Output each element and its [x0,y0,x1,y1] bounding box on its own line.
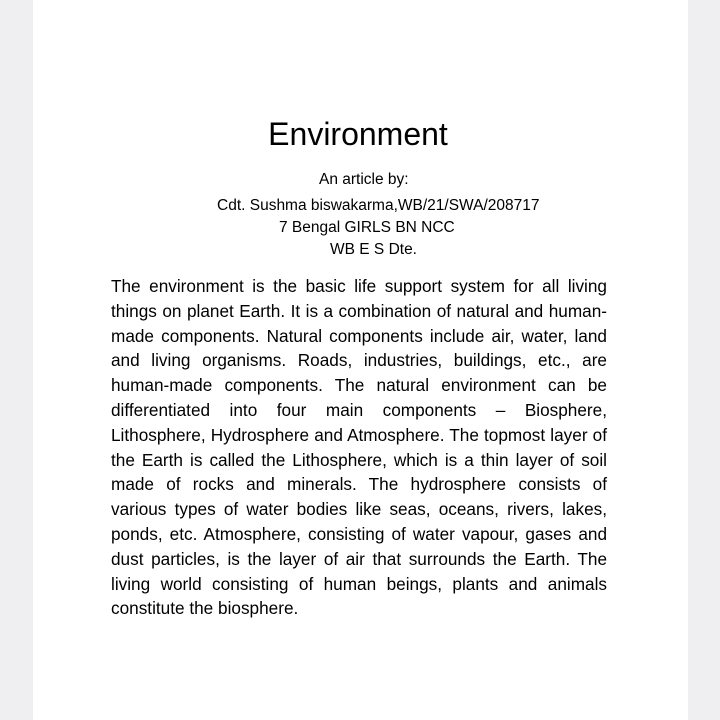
document-page [33,0,688,720]
article-body: The environment is the basic life support system for all living things on planet Earth. It is a combination of natural and human-made components. Natural components include air, water, land and living organisms. Roads, industries, buildings, etc., are human-made components. The natural environment can be differentiated into four main components – Biosphere, Lithosphere, Hydrosphere and Atmosphere. The topmost layer of the Earth is called the Lithosphere, which is a thin layer of soil made of rocks and minerals. The hydrosphere consists of various types of water bodies like seas, oceans, rivers, lakes, ponds, etc. Atmosphere, consisting of water vapour, gases and dust particles, is the layer of air that surrounds the Earth. The living world consisting of human beings, plants and animals constitute the biosphere. [111,276,607,619]
byline-battalion: 7 Bengal GIRLS BN NCC [279,219,455,236]
byline-author: Cdt. Sushma biswakarma,WB/21/SWA/208717 [217,197,540,214]
byline-directorate: WB E S Dte. [330,241,417,258]
byline-intro: An article by: [319,171,409,188]
document-title: Environment [268,116,448,152]
